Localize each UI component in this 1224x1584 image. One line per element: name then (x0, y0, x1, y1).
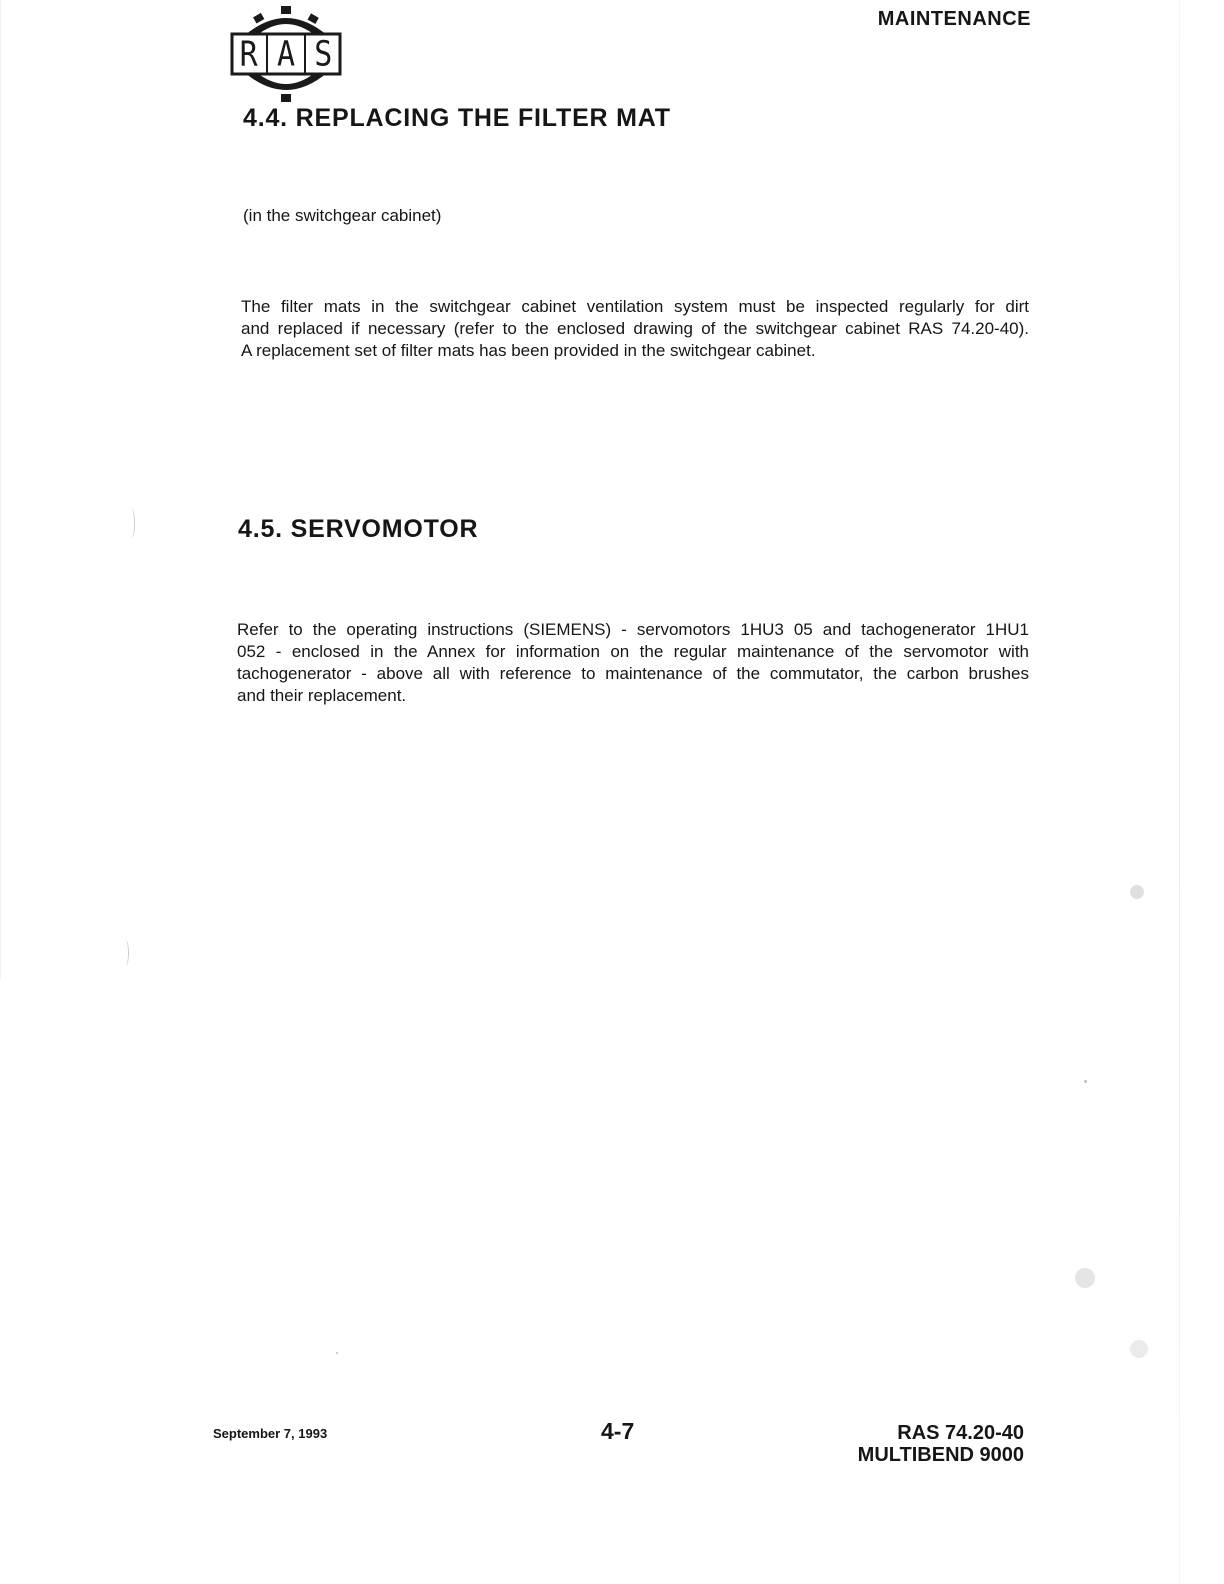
footer-date: September 7, 1993 (213, 1426, 328, 1441)
section-4-4-title: 4.4. REPLACING THE FILTER MAT (243, 104, 671, 132)
scan-speck (1130, 1340, 1148, 1358)
paragraph-line: and replaced if necessary (refer to the enclosed drawing of the switchgear cabinet RAS 74.20-40). (241, 319, 1029, 338)
paragraph-line: The filter mats in the switchgear cabinet ventilation system must be inspected regularly for dirt (241, 297, 1029, 316)
scan-speck (1130, 885, 1144, 899)
scan-speck (1075, 1268, 1095, 1288)
paragraph-line: and their replacement. (237, 686, 407, 705)
scan-speck (128, 508, 135, 538)
ras-logo (230, 6, 342, 102)
logo-lettering (230, 31, 342, 77)
header-section-label: MAINTENANCE (877, 8, 1031, 30)
footer-document-id (858, 1422, 1024, 1466)
section-4-4-paragraph (241, 296, 1029, 362)
page-left-edge (0, 0, 1, 980)
scan-speck (122, 940, 129, 966)
logo-letter: A (276, 33, 296, 75)
logo-letter: S (314, 33, 333, 75)
footer-product-name: MULTIBEND 9000 (857, 1444, 1024, 1466)
paragraph-line: A replacement set of filter mats has been provided in the switchgear cabinet. (241, 341, 816, 360)
footer-doc-number: RAS 74.20-40 (897, 1422, 1024, 1444)
paragraph-line: 052 - enclosed in the Annex for information on the regular maintenance of the servomotor with (237, 642, 1029, 661)
logo-letter: R (239, 33, 258, 75)
section-4-5-title: 4.5. SERVOMOTOR (238, 515, 479, 543)
paragraph-line: tachogenerator - above all with reference to maintenance of the commutator, the carbon brushes (237, 664, 1029, 683)
paragraph-line: Refer to the operating instructions (SIEMENS) - servomotors 1HU3 05 and tachogenerator 1HU1 (237, 620, 1029, 639)
scan-speck (336, 1352, 338, 1354)
scan-speck (1084, 1080, 1087, 1083)
page-right-edge (1179, 0, 1180, 1584)
footer-page-number: 4-7 (601, 1418, 635, 1444)
section-4-5-paragraph (237, 619, 1029, 707)
section-4-4-subtitle: (in the switchgear cabinet) (243, 206, 442, 225)
